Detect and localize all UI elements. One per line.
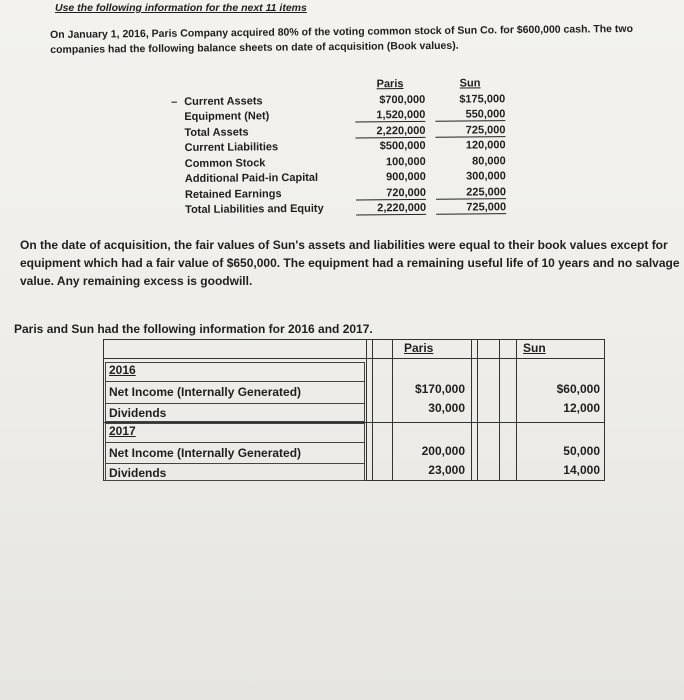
balance-sheet — [171, 77, 507, 219]
bs-label: Current Assets — [184, 94, 263, 108]
labels-2016 — [105, 362, 365, 422]
sun-value: 50,000 — [563, 444, 600, 458]
table-divider — [392, 340, 393, 480]
sun-value: 12,000 — [563, 401, 600, 415]
sun-value: $60,000 — [556, 382, 600, 396]
bs-sun-value: $175,000 — [459, 92, 506, 106]
bs-label: Total Assets — [184, 125, 249, 139]
labels-2017 — [105, 423, 365, 481]
fair-value-paragraph: On the date of acquisition, the fair values of Sun's assets and liabilities were equal to their book values except for equipment which had a fair value of $650,000. The equipment had a remaining useful life of 10 years and no salvage value. Any remaining excess is goodwill. — [20, 238, 680, 288]
bs-paris-value: 2,220,000 — [355, 124, 425, 138]
bs-paris-value: 100,000 — [385, 155, 426, 168]
bs-paris-value: 2,220,000 — [356, 202, 426, 216]
table-divider — [471, 340, 472, 480]
bs-col-sun: Sun — [459, 77, 481, 90]
info-table — [103, 339, 605, 481]
table-col-paris: Paris — [404, 341, 434, 355]
row-label: Dividends — [106, 463, 364, 482]
bs-paris-value: 1,520,000 — [355, 109, 425, 123]
header-note: Use the following information for the next 11 items — [55, 2, 307, 14]
bs-paris-value: 720,000 — [356, 186, 426, 200]
intro-text: On January 1, 2016, Paris Company acquired 80% of the voting common stock of Sun Co. for $600,000 cash. The two companies had the following balance sheets on date of acquisition (Book values). — [50, 22, 634, 56]
bs-sun-value: 300,000 — [466, 170, 506, 183]
bs-sun-value: 550,000 — [435, 108, 505, 122]
table-divider — [516, 340, 517, 480]
bs-sun-value: 725,000 — [436, 201, 506, 215]
bs-paris-value: $700,000 — [379, 93, 426, 106]
year-2017: 2017 — [109, 424, 136, 438]
table-divider — [366, 340, 367, 480]
bs-sun-value: 120,000 — [465, 139, 506, 152]
bs-paris-value: $500,000 — [379, 139, 426, 153]
bs-sun-value: 225,000 — [436, 186, 506, 200]
paris-value: 23,000 — [428, 463, 465, 477]
paris-value: 30,000 — [428, 401, 465, 415]
table-divider — [104, 358, 604, 359]
table-divider — [499, 340, 500, 480]
paris-value: $170,000 — [414, 382, 465, 396]
year-2016: 2016 — [109, 363, 136, 377]
bs-label: Common Stock — [184, 156, 266, 170]
sun-value: 14,000 — [563, 463, 600, 477]
dash-mark: – — [171, 95, 178, 108]
row-label: Net Income (Internally Generated) — [106, 381, 364, 403]
bs-label: Additional Paid-in Capital — [184, 171, 319, 185]
table-col-sun: Sun — [523, 341, 546, 355]
row-label: Dividends — [106, 403, 364, 423]
bs-sun-value: 725,000 — [435, 124, 505, 138]
paris-value: 200,000 — [421, 444, 465, 458]
bs-label: Equipment (Net) — [184, 110, 270, 123]
bs-label: Total Liabilities and Equity — [185, 202, 324, 216]
bs-paris-value: 900,000 — [386, 170, 426, 184]
row-label: Net Income (Internally Generated) — [106, 442, 364, 463]
bs-col-paris: Paris — [376, 78, 404, 91]
bs-label: Current Liabilities — [184, 141, 279, 154]
bs-label: Retained Earnings — [184, 187, 282, 201]
bs-sun-value: 80,000 — [472, 154, 506, 167]
table-divider — [477, 340, 478, 480]
info-title: Paris and Sun had the following information for 2016 and 2017. — [14, 322, 373, 336]
table-divider — [372, 340, 373, 480]
